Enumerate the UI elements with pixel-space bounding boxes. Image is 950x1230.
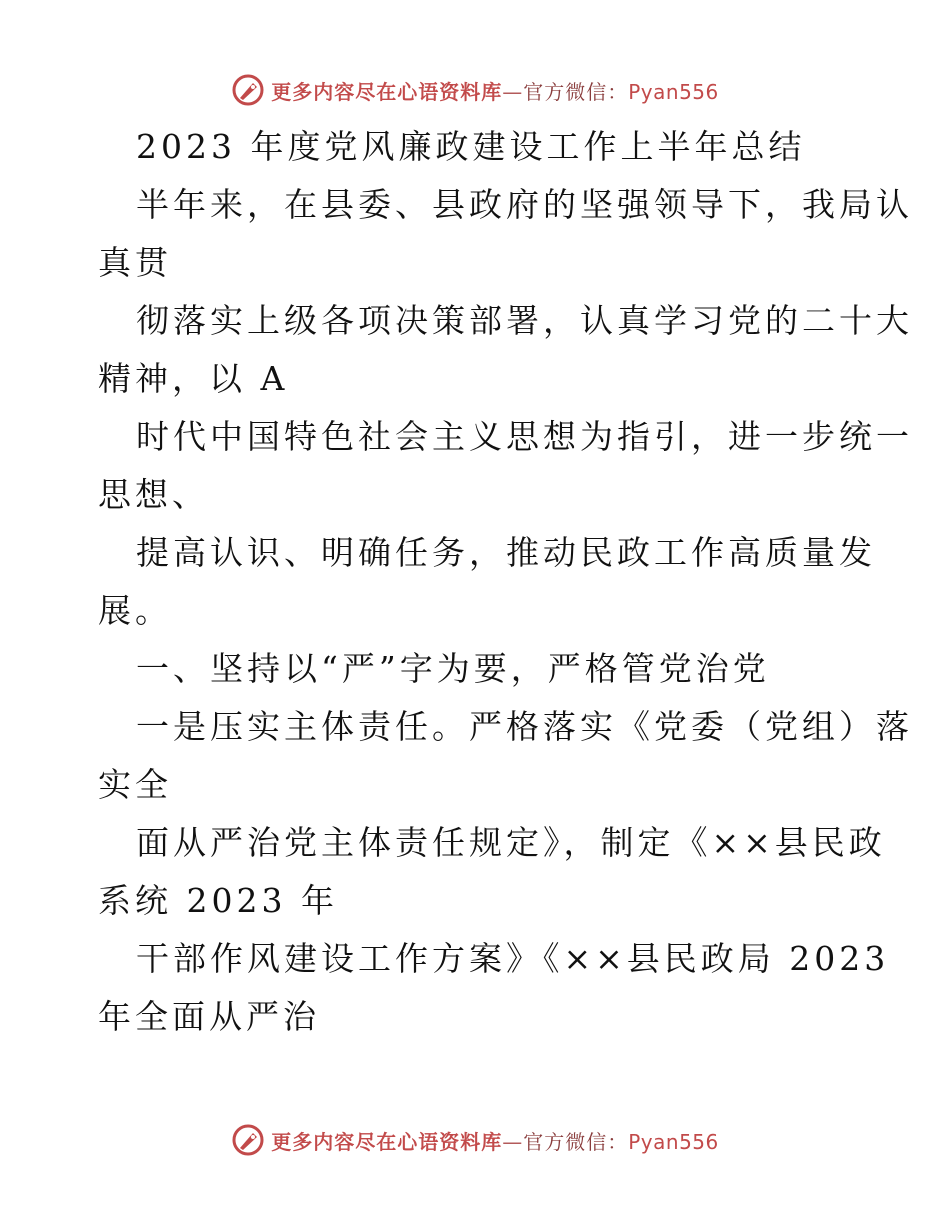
paragraph-line: 提高认识、明确任务，推动民政工作高质量发 — [136, 533, 876, 572]
paragraph-line: 真贯 — [98, 243, 172, 282]
paragraph-line: 一是压实主体责任。严格落实《党委（党组）落 — [136, 707, 913, 746]
document-title: 2023 年度党风廉政建设工作上半年总结 — [136, 127, 806, 166]
header-official-label: 官方微信： — [523, 79, 629, 104]
footer-banner — [0, 1120, 950, 1160]
header-dash: — — [502, 79, 524, 104]
paragraph-line: 干部作风建设工作方案》《××县民政局 2023 — [136, 939, 890, 978]
paragraph-line: 年全面从严治 — [98, 997, 320, 1036]
header-account: Pyan556 — [628, 79, 719, 104]
footer-promo — [271, 1126, 719, 1155]
header-promo-text: 更多内容尽在心语资料库 — [271, 79, 503, 104]
footer-dash: — — [502, 1129, 524, 1154]
paragraph-line: 思想、 — [98, 475, 209, 514]
document-body — [98, 118, 913, 1046]
paragraph-line: 时代中国特色社会主义思想为指引，进一步统一 — [136, 417, 913, 456]
header-banner — [0, 70, 950, 110]
pen-nib-logo-icon — [231, 73, 265, 107]
pen-nib-logo-icon — [231, 1123, 265, 1157]
footer-promo-text: 更多内容尽在心语资料库 — [271, 1129, 503, 1154]
footer-account: Pyan556 — [628, 1129, 719, 1154]
paragraph-line: 面从严治党主体责任规定》，制定《××县民政 — [136, 823, 886, 862]
header-promo — [271, 76, 719, 105]
paragraph-line: 半年来，在县委、县政府的坚强领导下，我局认 — [136, 185, 913, 224]
footer-official-label: 官方微信： — [523, 1129, 629, 1154]
paragraph-line: 精神，以 A — [98, 359, 289, 398]
paragraph-line: 实全 — [98, 765, 172, 804]
paragraph-line: 展。 — [98, 591, 172, 630]
paragraph-line: 彻落实上级各项决策部署，认真学习党的二十大 — [136, 301, 913, 340]
section-heading: 一、坚持以“严”字为要，严格管党治党 — [136, 649, 770, 688]
paragraph-line: 系统 2023 年 — [98, 881, 338, 920]
